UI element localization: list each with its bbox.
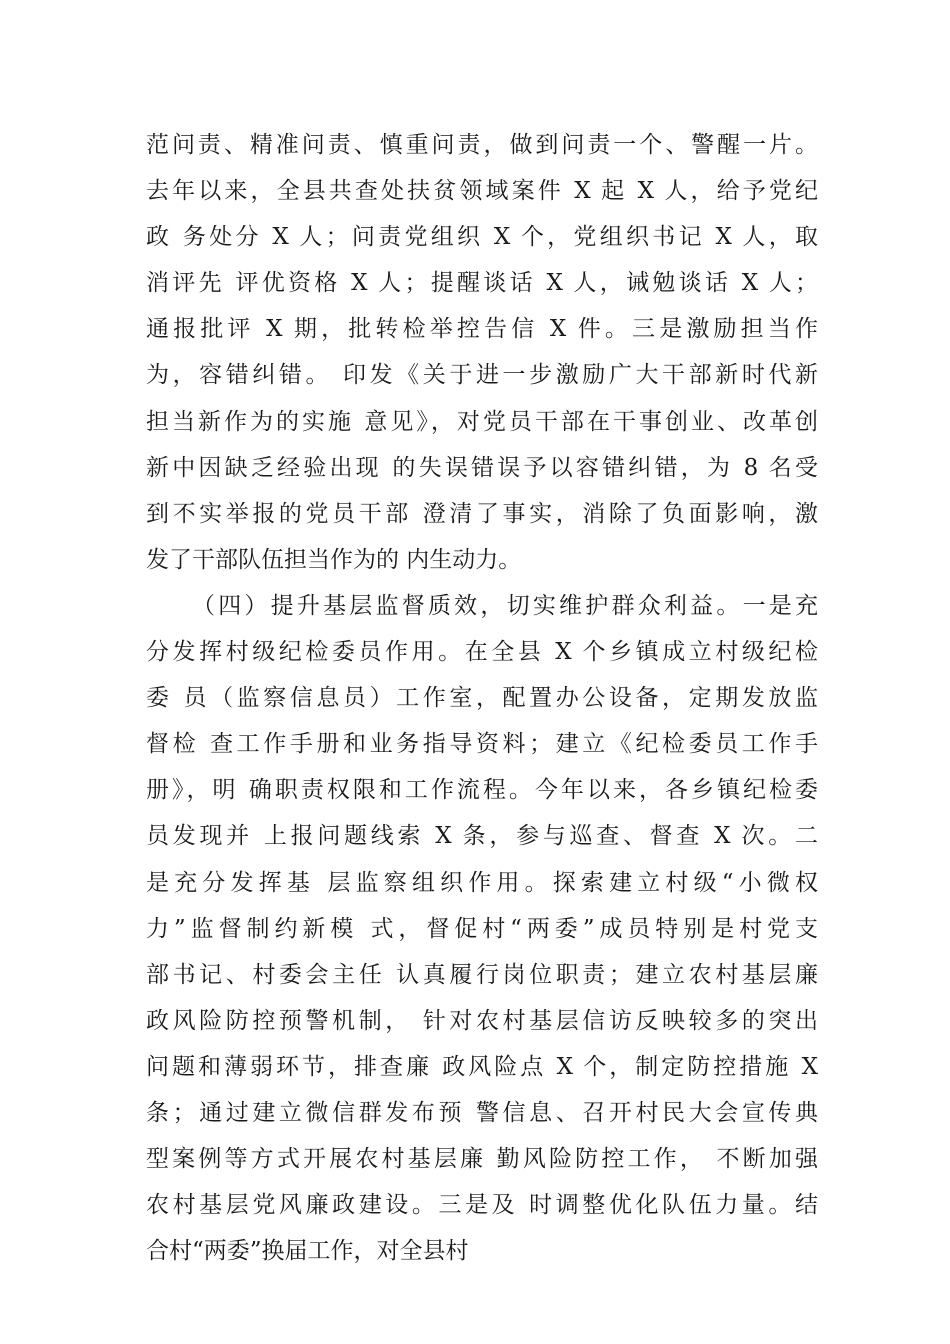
text-line: 担当新作为的实施 意见》，对党员干部在干事创业、改革创 (146, 408, 818, 435)
text-line: 政 务处分 X 人；问责党组织 X 个，党组织书记 X 人，取 (146, 224, 818, 251)
text-line: 督检 查工作手册和业务指导资料；建立《纪检委员工作手 (146, 731, 818, 758)
text-line: 农村基层党风廉政建设。三是及 时调整优化队伍力量。结 (146, 1192, 818, 1219)
text-line: 范问责、精准问责、慎重问责，做到问责一个、警醒一片。 (146, 132, 818, 158)
paragraph-2 (146, 583, 818, 1274)
text-line: 去年以来，全县共查处扶贫领域案件 X 起 X 人，给予党纪 (146, 178, 818, 205)
text-line: 消评先 评优资格 X 人；提醒谈话 X 人，诫勉谈话 X 人； (146, 270, 818, 297)
text-line: 册》，明 确职责权限和工作流程。今年以来，各乡镇纪检委 (146, 777, 818, 804)
document-body (146, 122, 818, 1274)
text-line: 条；通过建立微信群发布预 警信息、召开村民大会宣传典 (146, 1099, 818, 1126)
text-line: 通报批评 X 期，批转检举控告信 X 件。三是激励担当作 (146, 316, 818, 343)
text-line: 为，容错纠错。 印发《关于进一步激励广大干部新时代新 (146, 362, 818, 389)
text-line: 力”监督制约新模 式，督促村“两委”成员特别是村党支 (146, 915, 818, 942)
text-line: 分发挥村级纪检委员作用。在全县 X 个乡镇成立村级纪检 (146, 639, 818, 666)
text-line: 型案例等方式开展农村基层廉 勤风险防控工作， 不断加强 (146, 1146, 818, 1173)
text-line: 是充分发挥基 层监察组织作用。探索建立村级“小微权 (146, 869, 818, 896)
text-line: 合村“两委”换届工作，对全县村 (146, 1238, 469, 1265)
text-line: 新中因缺乏经验出现 的失误错误予以容错纠错，为 8 名受 (146, 454, 818, 481)
paragraph-1 (146, 122, 818, 583)
text-line: 到不实举报的党员干部 澄清了事实，消除了负面影响，激 (146, 500, 818, 527)
text-line: （四）提升基层监督质效，切实维护群众利益。一是充 (192, 592, 818, 619)
text-line: 部书记、村委会主任 认真履行岗位职责；建立农村基层廉 (146, 961, 818, 988)
text-line: 委 员（监察信息员）工作室，配置办公设备，定期发放监 (146, 685, 818, 712)
text-line: 员发现并 上报问题线索 X 条，参与巡查、督查 X 次。二 (146, 823, 818, 850)
text-line: 政风险防控预警机制， 针对农村基层信访反映较多的突出 (146, 1007, 818, 1034)
text-line: 问题和薄弱环节，排查廉 政风险点 X 个，制定防控措施 X (146, 1053, 818, 1080)
text-line: 发了干部队伍担当作为的 内生动力。 (146, 546, 522, 573)
